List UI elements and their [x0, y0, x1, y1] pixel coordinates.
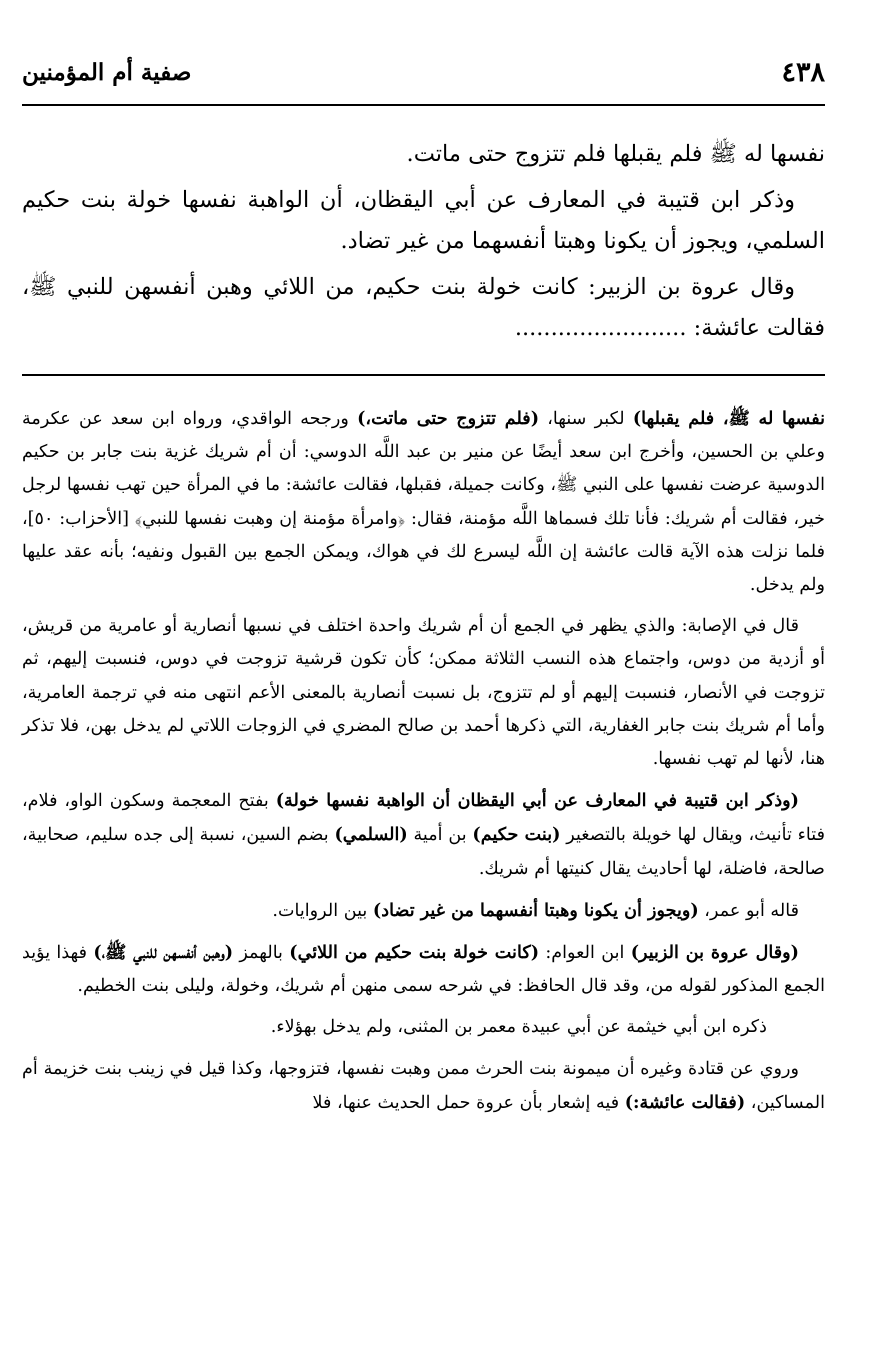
main-text — [22, 134, 825, 350]
main-text-paragraph-1: نفسها له ﷺ فلم يقبلها فلم تتزوج حتى ماتت. — [406, 141, 825, 167]
quoted-text: (فلم تتزوج حتى ماتت،) — [357, 408, 540, 429]
quoted-text: (بنت حكيم) — [472, 824, 561, 846]
main-text-paragraph-2: وذكر ابن قتيبة في المعارف عن أبي اليقظان، أن الواهبة نفسها خولة بنت حكيم السلمي، ويجوز أن يكونا وهبتا أنفسهما من غير تضاد. — [22, 186, 825, 254]
quoted-text: نفسها له ﷺ، فلم يقبلها) — [632, 408, 826, 429]
commentary-text: وروي عن قتادة وغيره أن ميمونة بنت الحرث ممن وهبت نفسها، فتزوجها، وكذا قيل في زينب بنت خزيمة أم المساكين، — [22, 1058, 825, 1113]
commentary-paragraph-5 — [22, 936, 825, 1003]
commentary-text: بفتح المعجمة وسكون الواو، فلام، فتاء تأنيث، ويقال لها خويلة بالتصغير — [22, 791, 825, 846]
header-rule — [22, 104, 825, 106]
quoted-text: (فقالت عائشة:) — [624, 1091, 746, 1113]
quoted-text: (كانت خولة بنت حكيم من اللائي) — [289, 942, 540, 964]
ellipsis-dots: ........................ — [514, 315, 687, 341]
commentary-paragraph-7 — [22, 1053, 825, 1120]
commentary-paragraph-1 — [22, 402, 825, 602]
commentary-text: ابن العوام: — [539, 943, 631, 964]
commentary — [22, 402, 825, 1128]
quoted-text: (ويجوز أن يكونا وهبتا أنفسهما من غير تضاد) — [372, 899, 699, 921]
commentary-text: بين الروايات. — [272, 900, 373, 921]
commentary-paragraph-2: قال في الإصابة: والذي يظهر في الجمع أن أم شريك واحدة اختلف في نسبها أنصارية أو عامرية من قريش، أو أزدية من دوس، واجتماع هذه النسب الثلاثة ممكن؛ كأن تكون قرشية تزوجت في دوس، فنسبت إليهم، ثم تزوجت في الأنصار، فنسبت إليهم أو لم تتزوج، بل نسبت أنصارية بالمعنى الأعم انتهى منه في ترجمة العامرية، وأما أم شريك بنت جابر الغفارية، التي ذكرها أحمد بن صالح المضري في الزوجات اللاتي لم يدخل بهن، فلا تذكر هنا، لأنها لم تهب نفسها. — [22, 616, 826, 770]
commentary-text: بضم السين، نسبة إلى جده سليم، صحابية، صالحة، فاضلة، لها أحاديث يقال كنيتها أم شريك. — [22, 825, 825, 879]
commentary-paragraph-3 — [22, 784, 825, 886]
main-text-paragraph-3-body: وقال عروة بن الزبير: كانت خولة بنت حكيم، من اللائي وهبن أنفسهن للنبي ﷺ، فقالت عائشة: — [22, 273, 825, 341]
commentary-text: لكبر سنها، — [539, 409, 633, 429]
commentary-text: بالهمز — [233, 943, 290, 964]
commentary-text: فهذا يؤيد الجمع المذكور لقوله من، وقد قال الحافظ: في شرحه سمى منهن أم شريك، وخولة، وليلى بنت الخطيم. — [22, 943, 825, 997]
commentary-text: قاله أبو عمر، — [698, 900, 799, 921]
commentary-paragraph-6: ذكره ابن أبي خيثمة عن أبي عبيدة معمر بن المثنى، ولم يدخل بهؤلاء. — [270, 1017, 767, 1038]
commentary-text: ورجحه الواقدي، ورواه ابن سعد عن عكرمة وعلي بن الحسين، وأخرج ابن سعد أيضًا عن منير بن عبد اللَّه الدوسي: أن أم شريك غزية بنت جابر بن حكيم الدوسية عرضت نفسها على النبي ﷺ، وكانت جميلة، فقبلها، فقالت عائشة: ما في المرأة حين تهب نفسها لرجل خير، فقالت أم شريك: فأنا تلك فسماها اللَّه مؤمنة، فقال: ﴿وامرأة مؤمنة إن وهبت نفسها للنبي﴾ [الأحزاب: ٥٠]، فلما نزلت هذه الآية قالت عائشة إن اللَّه ليسرع لك في هواك، ويمكن الجمع بين القبول ونفيه؛ بأنه عقد عليها ولم يدخل. — [22, 409, 825, 596]
commentary-text: فيه إشعار بأن عروة حمل الحديث عنها، فلا — [312, 1092, 625, 1113]
quoted-text: (السلمي) — [334, 824, 408, 846]
commentary-paragraph-4 — [22, 894, 825, 928]
main-text-paragraph-3 — [22, 267, 825, 350]
running-title: صفية أم المؤمنين — [22, 58, 192, 86]
page-number: ٤٣٨ — [781, 56, 825, 88]
quoted-text: (وذكر ابن قتيبة في المعارف عن أبي اليقظان أن الواهبة نفسها خولة) — [275, 790, 799, 812]
page-header — [22, 52, 825, 92]
commentary-separator — [22, 374, 825, 376]
quoted-text: (وقال عروة بن الزبير) — [630, 942, 799, 964]
quoted-text: (وهبن أنفسهن للنبي ﷺ،) — [93, 942, 234, 964]
commentary-text: بن أمية — [407, 825, 473, 846]
